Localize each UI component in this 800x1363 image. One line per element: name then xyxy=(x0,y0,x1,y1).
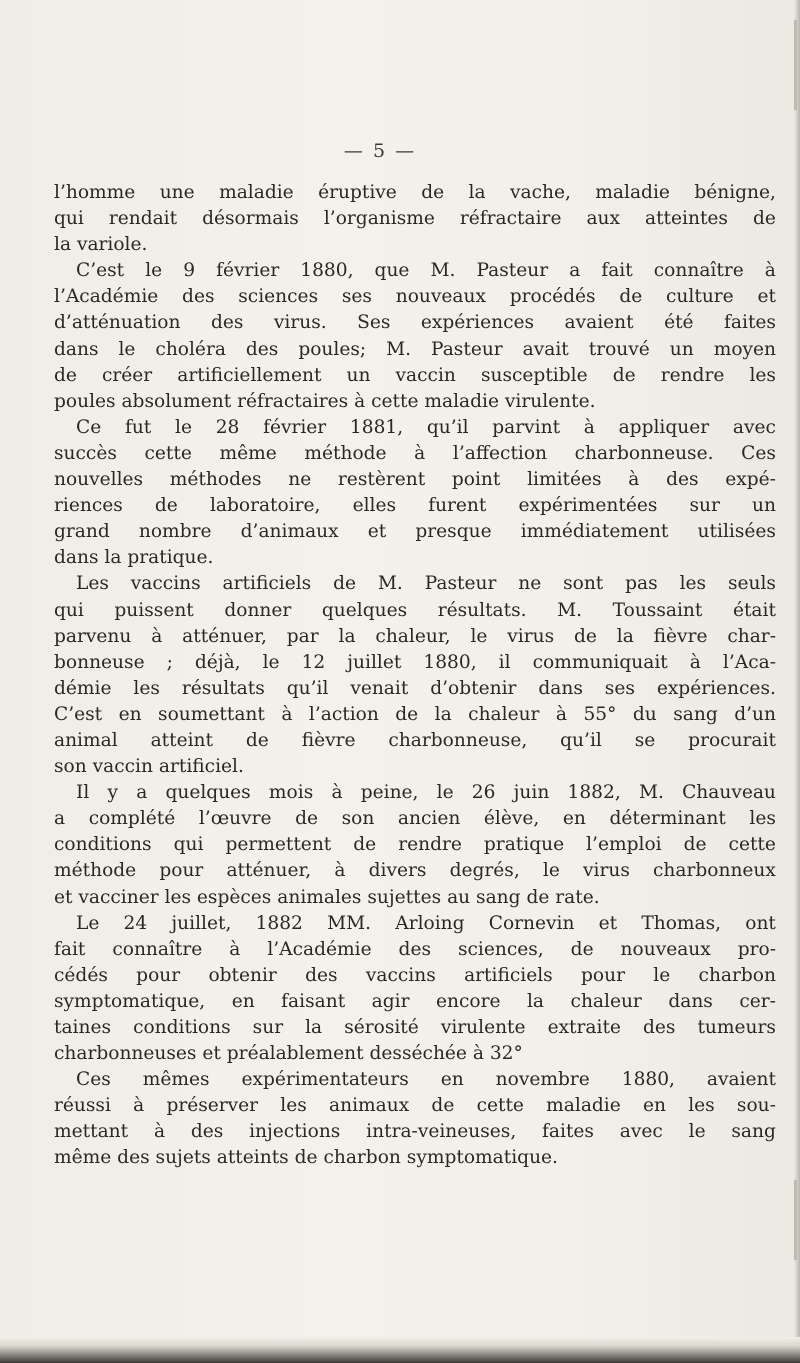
text-line: son vaccin artificiel. xyxy=(54,756,244,778)
text-line: conditions qui permettent de rendre pratique l’emploi de cette xyxy=(54,834,776,856)
text-line: de créer artificiellement un vaccin susceptible de rendre les xyxy=(54,364,776,386)
text-line: symptomatique, en faisant agir encore la chaleur dans cer- xyxy=(54,990,776,1012)
text-line: C’est en soumettant à l’action de la chaleur à 55° du sang d’un xyxy=(54,703,776,725)
text-line: taines conditions sur la sérosité virulente extraite des tumeurs xyxy=(54,1017,776,1038)
text-line: même des sujets atteints de charbon symptomatique. xyxy=(54,1147,558,1169)
body-text xyxy=(54,180,776,1172)
page-bottom-edge xyxy=(0,1337,800,1363)
text-line: animal atteint de fièvre charbonneuse, qu’il se procurait xyxy=(54,729,776,751)
binding-mark xyxy=(794,20,797,110)
text-line: démie les résultats qu’il venait d’obtenir dans ses expériences. xyxy=(54,677,776,699)
text-line: dans la pratique. xyxy=(54,547,214,569)
text-line: dans le choléra des poules; M. Pasteur avait trouvé un moyen xyxy=(54,338,776,360)
text-line: poules absolument réfractaires à cette maladie virulente. xyxy=(54,390,596,412)
text-line: succès cette même méthode à l’affection charbonneuse. Ces xyxy=(54,442,776,464)
text-line: d’atténuation des virus. Ses expériences avaient été faites xyxy=(54,312,776,334)
paragraph xyxy=(54,415,776,572)
paragraph xyxy=(54,258,776,415)
text-line: Ce fut le 28 février 1881, qu’il parvint à appliquer avec xyxy=(76,416,776,438)
binding-mark xyxy=(794,1180,797,1260)
text-line: grand nombre d’animaux et presque immédiatement utilisées xyxy=(54,521,776,543)
paragraph xyxy=(54,780,776,910)
text-line: la variole. xyxy=(54,234,148,256)
paragraph xyxy=(54,1067,776,1171)
text-line: réussi à préserver les animaux de cette maladie en les sou- xyxy=(54,1095,776,1117)
text-line: C’est le 9 février 1880, que M. Pasteur a fait connaître à xyxy=(76,260,776,282)
text-line: et vacciner les espèces animales sujettes au sang de rate. xyxy=(54,886,600,908)
text-line: Il y a quelques mois à peine, le 26 juin 1882, M. Chauveau xyxy=(76,782,776,804)
text-line: fait connaître à l’Académie des sciences, de nouveaux pro- xyxy=(54,938,776,960)
text-line: Ces mêmes expérimentateurs en novembre 1880, avaient xyxy=(76,1069,776,1091)
text-line: nouvelles méthodes ne restèrent point limitées à des expé- xyxy=(54,469,776,491)
text-line: l’Académie des sciences ses nouveaux procédés de culture et xyxy=(54,286,776,308)
text-line: méthode pour atténuer, à divers degrés, le virus charbonneux xyxy=(54,860,776,882)
text-line: parvenu à atténuer, par la chaleur, le virus de la fièvre char- xyxy=(54,625,776,647)
text-line: riences de laboratoire, elles furent expérimentées sur un xyxy=(54,495,776,517)
page-number: — 5 — xyxy=(343,140,417,162)
text-line: qui rendait désormais l’organisme réfractaire aux atteintes de xyxy=(54,208,776,230)
text-line: a complété l’œuvre de son ancien élève, en déterminant les xyxy=(54,808,776,830)
text-line: charbonneuses et préalablement desséchée à 32° xyxy=(54,1043,523,1065)
text-line: Le 24 juillet, 1882 MM. Arloing Cornevin et Thomas, ont xyxy=(76,912,776,934)
text-line: qui puissent donner quelques résultats. M. Toussaint était xyxy=(54,599,776,621)
text-line: l’homme une maladie éruptive de la vache, maladie bénigne, xyxy=(54,182,776,203)
page-edge-shadow xyxy=(794,0,800,1363)
text-line: cédés pour obtenir des vaccins artificiels pour le charbon xyxy=(54,964,776,986)
text-line: Les vaccins artificiels de M. Pasteur ne sont pas les seuls xyxy=(76,573,776,595)
paragraph xyxy=(54,180,776,258)
paragraph xyxy=(54,571,776,780)
text-line: mettant à des injections intra-veineuses, faites avec le sang xyxy=(54,1121,776,1143)
text-line: bonneuse ; déjà, le 12 juillet 1880, il communiquait à l’Aca- xyxy=(54,651,776,673)
paragraph xyxy=(54,911,776,1068)
